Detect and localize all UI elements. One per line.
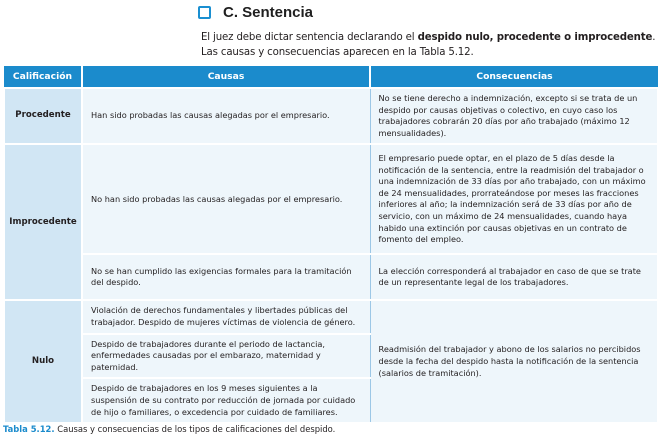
dismissal-table <box>3 66 659 424</box>
section-title: C. Sentencia <box>223 4 314 21</box>
cell-nulo-causa-1: Violación de derechos fundamentales y libertades públicas del trabajador. Despido de mujeres víctimas de violencia de género. <box>82 300 370 333</box>
caption-label: Tabla 5.12. <box>3 424 55 434</box>
checkbox-square-icon <box>198 6 211 19</box>
header-consecuencias: Consecuencias <box>370 66 658 88</box>
cell-improcedente-causa-1: No han sido probadas las causas alegadas por el empresario. <box>82 144 370 254</box>
cell-nulo-label: Nulo <box>4 300 82 423</box>
intro-text-bold: despido nulo, procedente o improcedente <box>417 32 653 43</box>
cell-nulo-causa-3: Despido de trabajadores en los 9 meses siguientes a la suspensión de su contrato por reducción de jornada por cuidado de hijo o familiares, o excedencia por cuidado de familiares. <box>82 378 370 423</box>
table-row-improcedente-1 <box>4 144 658 254</box>
intro-text-after: . Las causas y consecuencias aparecen en la Tabla 5.12. <box>201 32 656 58</box>
cell-nulo-causa-2: Despido de trabajadores durante el periodo de lactancia, enfermedades causadas por el embarazo, maternidad y paternidad. <box>82 334 370 379</box>
cell-improcedente-label: Improcedente <box>4 144 82 300</box>
header-calificacion: Calificación <box>4 66 82 88</box>
table-row-improcedente-2 <box>4 254 658 300</box>
table-caption <box>3 424 335 434</box>
table-row-procedente <box>4 88 658 144</box>
intro-paragraph <box>201 30 657 60</box>
cell-improcedente-consecuencia-1: El empresario puede optar, en el plazo de 5 días desde la notificación de la sentencia, entre la readmisión del trabajador o una indemnización de 33 días por año trabajado, con un máximo de 24 mensualidades, prorrateándose por meses las fracciones inferiores al año; la indemnización será de 33 días por año de servicio, con un máximo de 24 mensualidades, cuando haya habido una extinción por causas objetivas en un contrato de fomento del empleo. <box>370 144 658 254</box>
intro-text-before: El juez debe dictar sentencia declarando el <box>201 32 418 43</box>
table-header-row <box>4 66 658 88</box>
cell-procedente-label: Procedente <box>4 88 82 144</box>
caption-text: Causas y consecuencias de los tipos de calificaciones del despido. <box>54 424 336 434</box>
cell-procedente-consecuencia: No se tiene derecho a indemnización, excepto si se trata de un despido por causas objetivas o colectivo, en cuyo caso los trabajadores cobrarán 20 días por año trabajado (máximo 12 mensualidades). <box>370 88 658 144</box>
table-row-nulo-1 <box>4 300 658 333</box>
cell-improcedente-causa-2: No se han cumplido las exigencias formales para la tramitación del despido. <box>82 254 370 300</box>
cell-procedente-causa: Han sido probadas las causas alegadas por el empresario. <box>82 88 370 144</box>
cell-nulo-consecuencia: Readmisión del trabajador y abono de los salarios no percibidos desde la fecha del despido hasta la notificación de la sentencia (salarios de tramitación). <box>370 300 658 423</box>
cell-improcedente-consecuencia-2: La elección corresponderá al trabajador en caso de que se trate de un representante legal de los trabajadores. <box>370 254 658 300</box>
header-causas: Causas <box>82 66 370 88</box>
section-heading <box>198 4 313 21</box>
